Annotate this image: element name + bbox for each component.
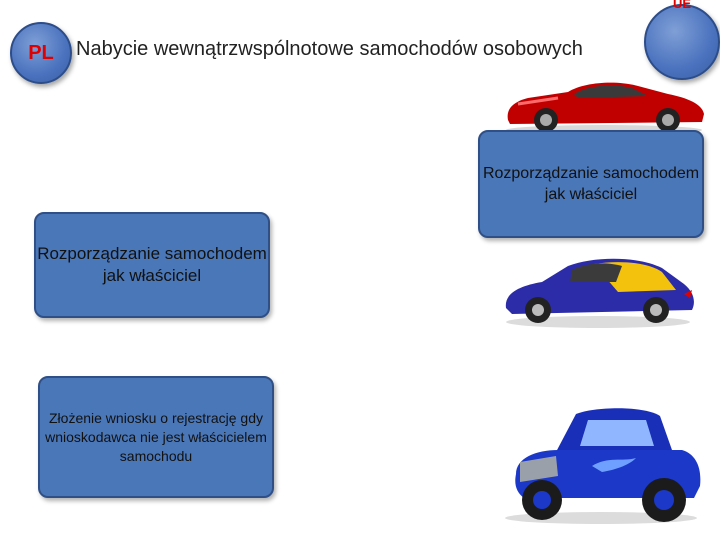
box-bottom-left-text: Złożenie wniosku o rejestrację gdy wnioskodawca nie jest właścicielem samochodu (45, 409, 267, 464)
ue-label: UE (672, 0, 692, 11)
box-middle-left (34, 212, 270, 318)
pl-circle (10, 22, 72, 84)
box-middle-left-text: Rozporządzanie samochodem jak właściciel (37, 244, 267, 285)
blue-yellow-race-car-icon (498, 250, 698, 330)
box-top-right (478, 130, 704, 238)
blue-hotrod-car-icon (496, 402, 706, 526)
ue-circle (644, 0, 720, 80)
pl-label: PL (28, 41, 54, 64)
red-sports-car-icon (498, 74, 710, 136)
box-bottom-left (38, 376, 274, 498)
box-top-right-text: Rozporządzanie samochodem jak właściciel (482, 165, 700, 203)
slide-title: Nabycie wewnątrzwspólnotowe samochodów osobowych (76, 38, 583, 60)
